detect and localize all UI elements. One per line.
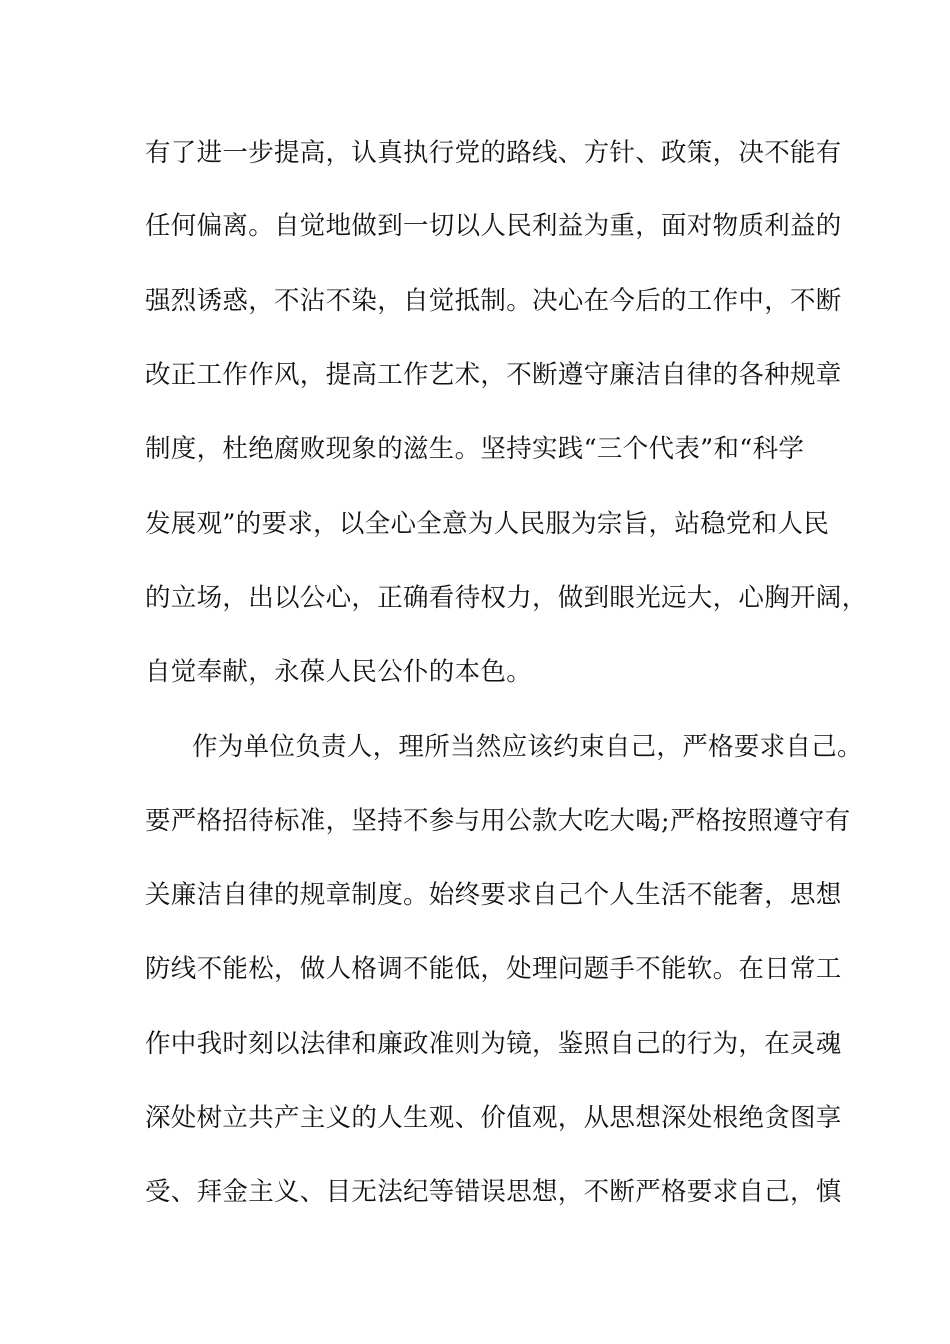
paragraph-1-line-7: 的立场，出以公心，正确看待权力，做到眼光远大，心胸开阔， bbox=[145, 583, 868, 613]
paragraph-2-line-5: 作中我时刻以法律和廉政准则为镜，鉴照自己的行为，在灵魂 bbox=[145, 1029, 842, 1059]
paragraph-1-line-2: 任何偏离。自觉地做到一切以人民利益为重，面对物质利益的 bbox=[145, 211, 842, 241]
paragraph-1-line-3: 强烈诱惑，不沾不染，自觉抵制。决心在今后的工作中，不断 bbox=[145, 286, 842, 316]
paragraph-2-line-3: 关廉洁自律的规章制度。始终要求自己个人生活不能奢，思想 bbox=[145, 880, 842, 910]
paragraph-2-line-6: 深处树立共产主义的人生观、价值观，从思想深处根绝贪图享 bbox=[145, 1103, 842, 1133]
paragraph-1-line-4: 改正工作作风，提高工作艺术，不断遵守廉洁自律的各种规章 bbox=[145, 360, 842, 390]
paragraph-2-line-7: 受、拜金主义、目无法纪等错误思想，不断严格要求自己，慎 bbox=[145, 1177, 842, 1207]
paragraph-1-line-8: 自觉奉献，永葆人民公仆的本色。 bbox=[145, 657, 533, 687]
paragraph-1-line-1: 有了进一步提高，认真执行党的路线、方针、政策，决不能有 bbox=[145, 138, 842, 168]
paragraph-2-line-4: 防线不能松，做人格调不能低，处理问题手不能软。在日常工 bbox=[145, 954, 842, 984]
paragraph-2-line-2: 要严格招待标准，坚持不参与用公款大吃大喝;严格按照遵守有 bbox=[145, 806, 851, 836]
paragraph-1-line-6: 发展观”的要求，以全心全意为人民服为宗旨，站稳党和人民 bbox=[145, 509, 830, 539]
paragraph-2-line-1: 作为单位负责人，理所当然应该约束自己，严格要求自己。 bbox=[192, 732, 863, 762]
paragraph-1-line-5: 制度，杜绝腐败现象的滋生。坚持实践“三个代表”和“科学 bbox=[145, 434, 805, 464]
